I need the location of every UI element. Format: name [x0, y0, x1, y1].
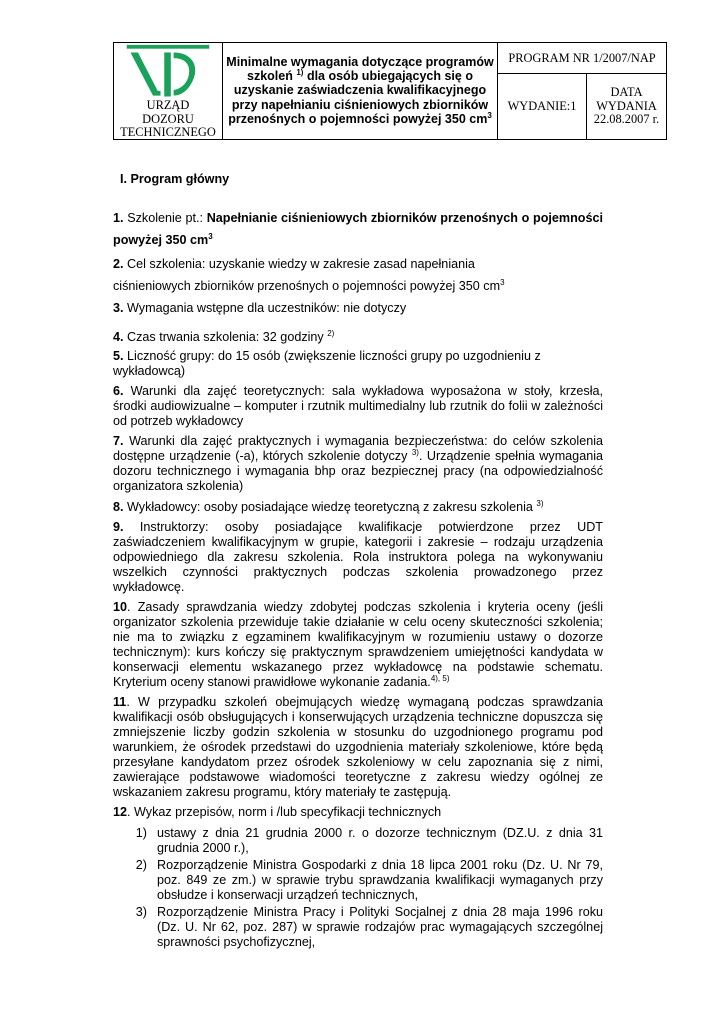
item-text: Wykładowcy: osoby posiadające wiedzę teoretyczną z zakresu szkolenia	[123, 500, 537, 514]
title-line	[225, 112, 495, 126]
regulation-text: ustawy z dnia 21 grudnia 2000 r. o dozorze technicznym (DZ.U. z dnia 31 grudnia 2000 r.),	[157, 826, 603, 855]
regulation-number: 3)	[135, 905, 147, 919]
title-text: przy napełnianiu ciśnieniowych zbiorników	[231, 97, 489, 112]
item-text: . W przypadku szkoleń obejmujących wiedzę wymaganą podczas sprawdzania kwalifikacji osób obsługujących i konserwujących urządzenia techniczne dopuszcza się zmniejszenie liczby godzin szkolenia w stosunku do uzgodnionego programu pod warunkiem, że ośrodek przedstawi do uzgodnienia materiały szkoleniowe, które będą przesyłane kandydatom przez ośrodek szkoleniowy w celu zapoznania się z nimi, zawierające podstawowe wiadomości teoretyczne z zakresu wiedzy ogólnej ze wskazaniem zakresu programu, który materiały te zastępują.	[113, 695, 603, 799]
program-item	[113, 805, 603, 820]
item-number: 12	[113, 805, 128, 819]
regulation-item	[113, 858, 603, 903]
item-text: Liczność grupy: do 15 osób (zwiększenie liczności grupy po uzgodnieniu z wykładowcą)	[113, 349, 541, 378]
regulation-text: Rozporządzenie Ministra Gospodarki z dnia 18 lipca 2001 roku (Dz. U. Nr 79, poz. 849 ze zm.) w sprawie trybu sprawdzania kwalifikacji wymaganych przy obsłudze i konserwacji urządzeń technicznych,	[157, 858, 603, 902]
title-text: Minimalne wymagania dotyczące programów	[226, 55, 494, 69]
program-item	[113, 349, 603, 379]
logo-line: TECHNICZNEGO	[120, 124, 216, 139]
footnote-ref: 3)	[411, 448, 419, 457]
title-line	[225, 83, 495, 97]
title-text: dla osób ubiegających się o	[303, 69, 473, 84]
item-emphasis: Napełnianie ciśnieniowych zbiorników przenośnych o pojemności powyżej 350 cm	[113, 211, 603, 247]
program-item	[113, 301, 603, 316]
item-text: Warunki dla zajęć teoretycznych: sala wykładowa wyposażona w stoły, krzesła, środki audiowizualne – komputer i rzutnik multimedialny lub rzutnik do folii w zależności od potrzeb wykładowcy	[113, 384, 603, 428]
edition-date-line: 22.08.2007 r.	[593, 112, 660, 127]
item-number: 7.	[113, 434, 124, 448]
program-number: PROGRAM NR 1/2007/NAP	[498, 43, 666, 74]
item-text: . Wykaz przepisów, norm i /lub specyfikacji technicznych	[127, 805, 442, 819]
title-text: szkoleń	[247, 69, 297, 84]
footnote-ref: 3)	[536, 499, 544, 508]
title-text: przenośnych o pojemności powyżej 350 cm	[228, 111, 488, 126]
footnote-ref: 3	[500, 278, 505, 287]
document-header	[113, 42, 667, 140]
item-number: 1.	[113, 211, 124, 225]
item-text: Czas trwania szkolenia: 32 godziny	[123, 330, 328, 344]
item-number: 9.	[113, 520, 124, 534]
program-item	[113, 253, 603, 297]
program-item	[113, 330, 603, 345]
title-line	[225, 69, 495, 83]
item-text: Wymagania wstępne dla uczestników: nie dotyczy	[123, 301, 407, 315]
title-line	[225, 55, 495, 69]
regulation-number: 2)	[135, 858, 147, 872]
edition-date	[587, 74, 666, 139]
title-line	[225, 98, 495, 112]
item-number: 8.	[113, 500, 124, 514]
edition: WYDANIE:1	[498, 74, 587, 139]
regulation-item	[113, 905, 603, 950]
item-number: 10	[113, 600, 128, 614]
program-item	[113, 207, 603, 251]
program-item	[113, 600, 603, 690]
item-text: ciśnieniowych zbiorników przenośnych o pojemności powyżej 350 cm	[113, 279, 501, 293]
item-number: 2.	[113, 257, 124, 271]
item-text: . Urządzenie spełnia wymagania dozoru technicznego i wymagania bhp oraz bezpiecznej pracy (na odpowiedzialność organizatora szkolenia)	[113, 449, 603, 493]
header-meta	[498, 43, 666, 139]
item-text: Szkolenie pt.:	[123, 211, 207, 225]
item-text: . Zasady sprawdzania wiedzy zdobytej podczas szkolenia i kryteria oceny (jeśli organizator szkolenia przewiduje takie działanie w celu oceny skuteczności szkolenia; nie ma to związku z egzaminem kwalifikacyjnym w rozumieniu ustawy o dozorze technicznym): kurs kończy się praktycznym sprawdzeniem umiejętności kandydata w konserwacji elementu wskazanego przez wykładowcę na podstawie schematu. Kryterium oceny stanowi prawidłowe wykonanie zadania.	[113, 600, 603, 689]
program-item	[113, 500, 603, 515]
title-superscript: 3	[487, 110, 492, 120]
document-title	[223, 43, 498, 139]
regulations-list	[113, 826, 603, 950]
footnote-ref: 4), 5)	[430, 674, 450, 683]
udt-logo	[114, 43, 223, 139]
title-text: uzyskanie zaświadczenia kwalifikacyjnego	[233, 83, 487, 98]
item-number: 6.	[113, 384, 124, 398]
udt-logo-icon	[122, 44, 214, 98]
item-number: 4.	[113, 330, 124, 344]
program-items	[113, 207, 603, 820]
document-body	[113, 172, 603, 952]
item-number: 11	[113, 695, 127, 709]
logo-line: URZĄD	[146, 98, 190, 113]
program-item	[113, 384, 603, 429]
logo-caption	[120, 99, 216, 139]
program-item	[113, 520, 603, 595]
regulation-number: 1)	[135, 826, 147, 840]
footnote-ref: 3	[208, 232, 213, 241]
item-text: Instruktorzy: osoby posiadające kwalifikacje potwierdzone przez UDT zaświadczeniem kwalifikacyjnym w grupie, kategorii i zakresie – rodzaju urządzenia odpowiedniego dla zakresu szkolenia. Rola instruktora polega na wykonywaniu wszelkich czynności praktycznych podczas szkolenia prowadzonego przez wykładowcę.	[113, 520, 603, 594]
item-number: 5.	[113, 349, 124, 363]
edition-date-line: WYDANIA	[596, 98, 657, 113]
program-item	[113, 695, 603, 800]
item-text: Cel szkolenia: uzyskanie wiedzy w zakresie zasad napełniania	[123, 257, 475, 271]
item-text: Warunki dla zajęć praktycznych i wymagania bezpieczeństwa: do celów szkolenia dostępne urządzenie (-a), których szkolenie dotyczy	[113, 434, 603, 463]
regulation-item	[113, 826, 603, 856]
edition-date-line: DATA	[610, 85, 643, 100]
logo-line: DOZORU	[142, 111, 194, 126]
regulation-text: Rozporządzenie Ministra Pracy i Polityki Socjalnej z dnia 28 maja 1996 roku (Dz. U. Nr 62, poz. 287) w sprawie rodzajów prac wymagających szczególnej sprawności psychofizycznej,	[157, 905, 603, 949]
item-number: 3.	[113, 301, 124, 315]
footnote-ref: 2)	[327, 329, 335, 338]
section-title: I. Program główny	[120, 172, 230, 186]
program-item	[113, 434, 603, 494]
title-superscript: 1)	[296, 68, 304, 78]
